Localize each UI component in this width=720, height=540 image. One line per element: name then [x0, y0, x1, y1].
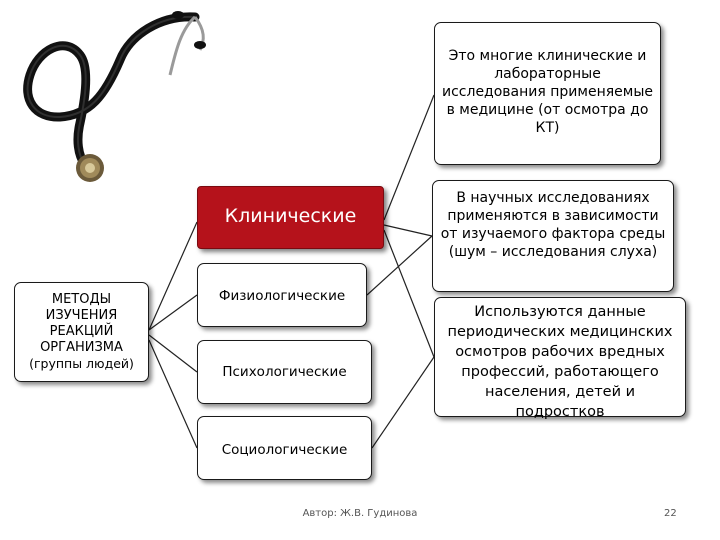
note-physiological: В научных исследованиях применяются в зависимости от изучаемого фактора среды (шум – исследования слуха) [432, 180, 674, 292]
method-physiological: Физиологические [197, 263, 367, 327]
method-clinical: Клинические [197, 186, 384, 249]
page-number: 22 [664, 508, 677, 519]
root-title: МЕТОДЫ ИЗУЧЕНИЯ РЕАКЦИЙ ОРГАНИЗМА [40, 292, 123, 355]
footer-author: Автор: Ж.В. Гудинова [302, 508, 418, 519]
note-clinical: Это многие клинические и лабораторные исследования применяемые в медицине (от осмотра до КТ) [434, 22, 661, 165]
root-subtitle: (группы людей) [29, 356, 134, 371]
root-box [14, 282, 149, 382]
method-psychological: Психологические [197, 340, 372, 404]
method-sociological: Социологические [197, 416, 372, 480]
note-sociological: Используются данные периодических медицинских осмотров рабочих вредных профессий, работающего населения, детей и подростков [434, 297, 686, 417]
